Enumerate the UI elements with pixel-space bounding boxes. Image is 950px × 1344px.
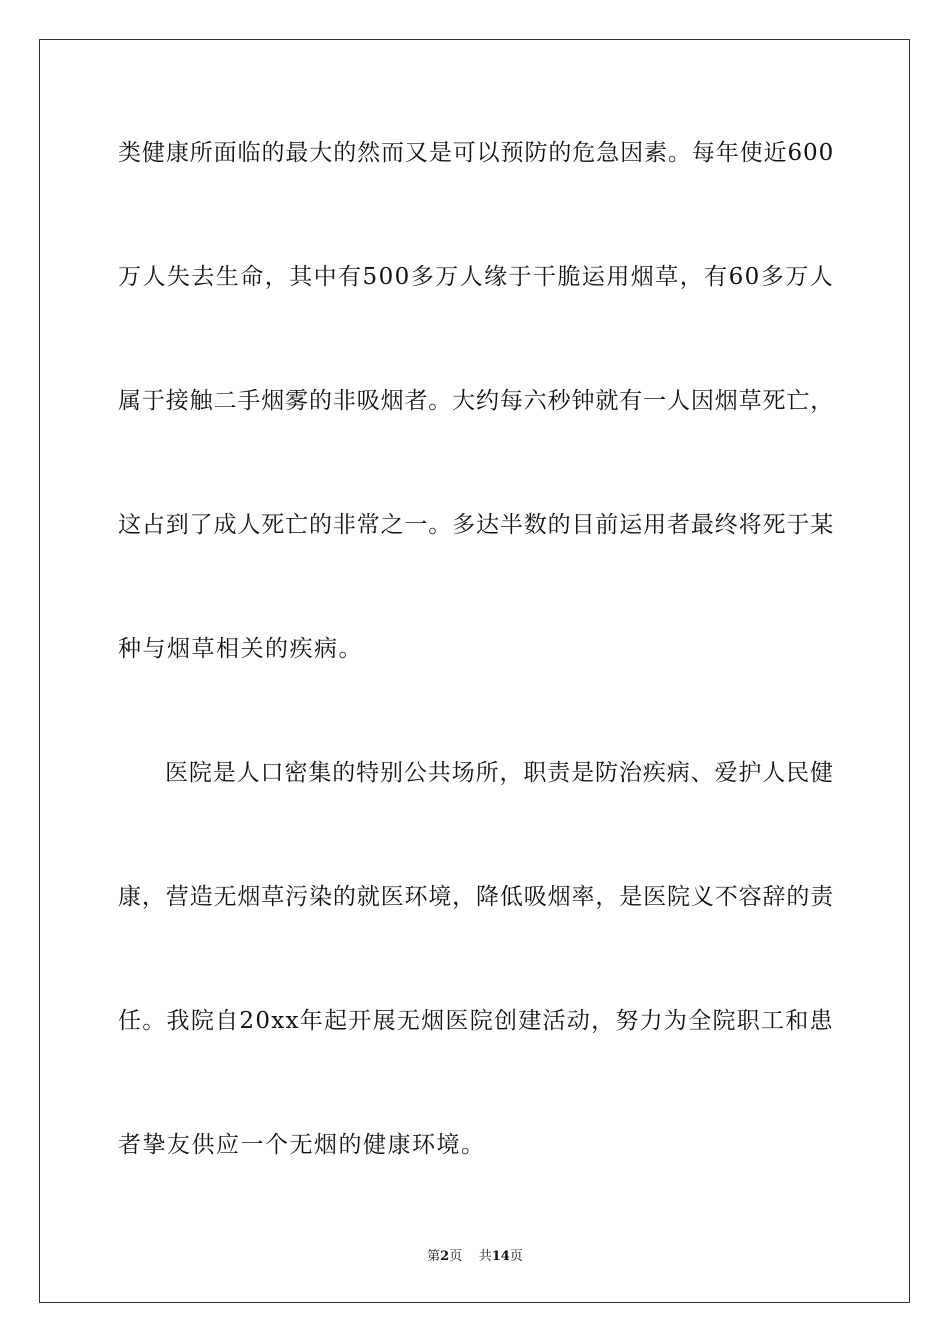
paragraph-line: 者挚友供应一个无烟的健康环境。 — [118, 1132, 486, 1158]
paragraph-line: 这占到了成人死亡的非常之一。多达半数的目前运用者最终将死于某 — [118, 512, 835, 538]
paragraph-line: 任。我院自20xx年起开展无烟医院创建活动，努力为全院职工和患 — [118, 1008, 834, 1034]
footer-prefix: 第 — [427, 1249, 441, 1264]
paragraph-line: 类健康所面临的最大的然而又是可以预防的危急因素。每年使近600 — [118, 140, 835, 166]
footer-total-pages: 14 — [491, 1249, 510, 1264]
footer-page-suffix: 页 — [449, 1249, 463, 1264]
paragraph-line: 属于接触二手烟雾的非吸烟者。大约每六秒钟就有一人因烟草死亡， — [118, 388, 835, 414]
paragraph-line: 康，营造无烟草污染的就医环境，降低吸烟率，是医院义不容辞的责 — [118, 884, 835, 910]
paragraph-line: 万人失去生命，其中有500多万人缘于干脆运用烟草，有60多万人 — [118, 264, 835, 290]
page-footer — [0, 1248, 950, 1266]
page-border — [39, 39, 910, 1303]
footer-page-number: 2 — [440, 1249, 450, 1264]
footer-total-prefix: 共 — [478, 1249, 492, 1264]
footer-total-suffix: 页 — [509, 1249, 523, 1264]
paragraph-line: 种与烟草相关的疾病。 — [118, 636, 363, 662]
paragraph-line: 医院是人口密集的特别公共场所，职责是防治疾病、爱护人民健 — [165, 760, 834, 786]
